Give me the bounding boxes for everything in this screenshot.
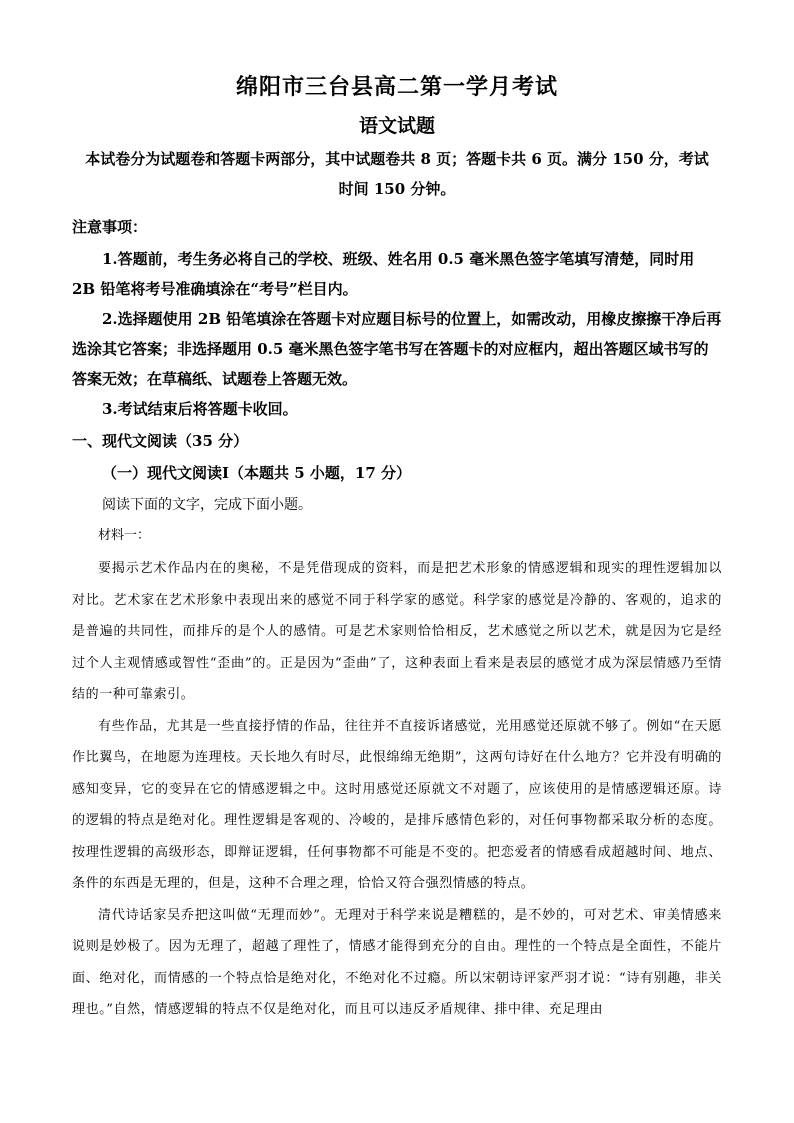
intro-block: [72, 144, 722, 204]
section-modern-reading: [72, 426, 722, 1026]
exam-subtitle: 语文试题: [358, 115, 435, 137]
section-title: 一、现代文阅读（35 分）: [72, 432, 249, 450]
reading-instruction: 阅读下面的文字，完成下面小题。: [102, 497, 312, 513]
material-label: 材料一：: [98, 528, 151, 543]
notes-item: 1.答题前，考生务必将自己的学校、班级、姓名用 0.5 毫米黑色签字笔填写清楚，同时用 2B 铅笔将考号准确填涂在“考号”栏目内。: [72, 250, 695, 298]
subsection-title: （一）现代文阅读Ⅰ（本题共 5 小题，17 分）: [102, 464, 411, 482]
notes-item: 2.选择题使用 2B 铅笔填涂在答题卡对应题目标号的位置上，如需改动，用橡皮擦擦干净后再选涂其它答案；非选择题用 0.5 毫米黑色签字笔书写在答题卡的对应框内，超出答题区域书写的答案无效；在草稿纸、试题卷上答题无效。: [72, 310, 722, 388]
notes-block: [72, 212, 722, 424]
intro-line-1: 本试卷分为试题卷和答题卡两部分，其中试题卷共 8 页；答题卡共 6 页。满分 150 分，考试: [85, 150, 709, 168]
exam-title: 绵阳市三台县高二第一学月考试: [235, 74, 558, 100]
notes-item: 3.考试结束后将答题卡收回。: [102, 400, 298, 418]
passage-paragraph: 清代诗话家吴乔把这叫做“无理而妙”。无理对于科学来说是糟糕的，是不妙的，可对艺术、审美情感来说则是妙极了。因为无理了，超越了理性了，情感才能得到充分的自由。理性的一个特点是全面性，不能片面、绝对化，而情感的一个特点恰是绝对化，不绝对化不过瘾。所以宋朝诗评家严羽才说：“诗有别趣，非关理也。”自然，情感逻辑的特点不仅是绝对化，而且可以违反矛盾规律、排中律、充足理由: [72, 907, 722, 1017]
passage-paragraph: 要揭示艺术作品内在的奥秘，不是凭借现成的资料，而是把艺术形象的情感逻辑和现实的理性逻辑加以对比。艺术家在艺术形象中表现出来的感觉不同于科学家的感觉。科学家的感觉是冷静的、客观的，追求的是普遍的共同性，而排斥的是个人的感情。可是艺术家则恰恰相反，艺术感觉之所以艺术，就是因为它是经过个人主观情感或智性“歪曲”的。正是因为“歪曲”了，这种表面上看来是表层的感觉才成为深层情感乃至情结的一种可靠索引。: [72, 561, 722, 702]
passage-paragraph: 有些作品，尤其是一些直接抒情的作品，往往并不直接诉诸感觉，光用感觉还原就不够了。例如“在天愿作比翼鸟，在地愿为连理枝。天长地久有时尽，此恨绵绵无绝期”，这两句诗好在什么地方？它并没有明确的感知变异，它的变异在它的情感逻辑之中。这时用感觉还原就文不对题了，应该使用的是情感逻辑还原。诗的逻辑的特点是绝对化。理性逻辑是客观的、冷峻的，是排斥感情色彩的，对任何事物都采取分析的态度。按理性逻辑的高级形态，即辩证逻辑，任何事物都不可能是不变的。把恋爱者的情感看成超越时间、地点、条件的东西是无理的，但是，这种不合理之理，恰恰又符合强烈情感的特点。: [72, 718, 722, 891]
intro-line-2: 时间 150 分钟。: [338, 180, 456, 198]
notes-title: 注意事项：: [72, 218, 148, 236]
